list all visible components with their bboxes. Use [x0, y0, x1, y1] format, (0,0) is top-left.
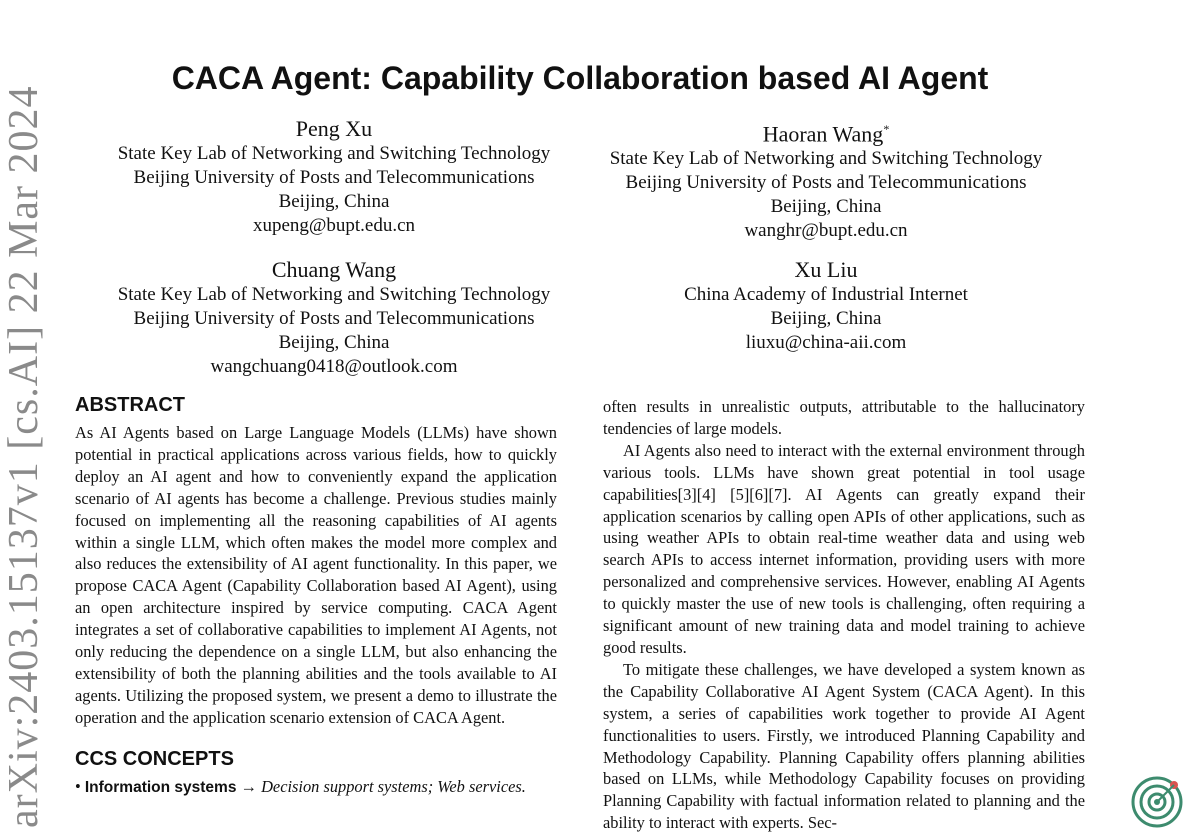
- ccs-concepts-heading: CCS CONCEPTS: [75, 747, 234, 770]
- author-block-2: [588, 116, 1064, 243]
- author-email: liuxu@china-aii.com: [745, 332, 907, 353]
- author-affiliation: Beijing University of Posts and Telecommunications: [133, 167, 535, 188]
- left-column: [75, 392, 557, 799]
- author-affiliation: Beijing, China: [770, 308, 882, 329]
- author-block-4: [588, 257, 1064, 355]
- right-column: [603, 396, 1085, 834]
- author-name: [588, 116, 1064, 147]
- author-name: Peng Xu: [295, 116, 373, 141]
- author-block-1: [96, 116, 572, 238]
- author-block-3: [96, 257, 572, 379]
- intro-paragraph-3: To mitigate these challenges, we have developed a system known as the Capability Collaborative AI Agent System (CACA Agent). In this system, a series of capabilities work together to provide AI Agent functionalities to users. Firstly, we introduced Planning Capability and Methodology Capability. Planning Capability offers planning abilities based on LLMs, while Methodology Capability focuses on providing Planning Capability with factual information related to planning and the ability to interact with experts. Sec-: [603, 659, 1085, 833]
- ccs-concepts: Decision support systems; Web services.: [261, 776, 526, 796]
- arxiv-identifier-stamp: arXiv:2403.15137v1 [cs.AI] 22 Mar 2024: [1, 85, 47, 828]
- author-name-text: Haoran Wang: [762, 121, 884, 147]
- corresponding-author-mark: *: [883, 122, 890, 136]
- author-email: wangchuang0418@outlook.com: [210, 356, 458, 377]
- author-name: Chuang Wang: [271, 257, 397, 282]
- author-affiliation: Beijing, China: [770, 196, 882, 218]
- intro-paragraph-2: AI Agents also need to interact with the external environment through various tools. LLMs have shown great potential in tool usage capabilities[3][4] [5][6][7]. AI Agents can greatly expand their application scenarios by calling open APIs of other applications, such as using weather APIs to obtain real-time weather data and using web search APIs to access internet information, providing users with more personalized and comprehensive services. However, enabling AI Agents to quickly master the use of new tools is challenging, often requiring a significant amount of new training data and model training to achieve good results.: [603, 440, 1085, 657]
- author-affiliation: State Key Lab of Networking and Switching Technology: [117, 284, 551, 305]
- author-affiliation: State Key Lab of Networking and Switching Technology: [609, 148, 1043, 170]
- arrow-icon: →: [240, 776, 257, 796]
- author-name: Xu Liu: [794, 257, 858, 282]
- abstract-text: As AI Agents based on Large Language Models (LLMs) have shown potential in practical applications across various fields, how to quickly deploy an AI agent and how to conveniently expand the application scenario of AI agents has become a challenge. Previous studies mainly focused on implementing all the reasoning capabilities of AI agents within a single LLM, which often makes the model more complex and also reduces the extensibility of AI agent functionality. In this paper, we propose CACA Agent (Capability Collaboration based AI Agent), using an open architecture inspired by service computing. CACA Agent integrates a set of collaborative capabilities to implement AI Agents, not only reducing the dependence on a single LLM, but also enhancing the extensibility of both the planning abilities and the tools available to AI agents. Utilizing the proposed system, we present a demo to illustrate the operation and the application scenario extension of CACA Agent.: [75, 423, 557, 727]
- author-affiliation: Beijing, China: [278, 332, 390, 353]
- paper-title: CACA Agent: Capability Collaboration based AI Agent: [171, 60, 989, 96]
- author-email: wanghr@bupt.edu.cn: [744, 220, 908, 242]
- bullet: •: [75, 776, 81, 796]
- author-affiliation: Beijing University of Posts and Telecommunications: [625, 172, 1027, 194]
- circular-seal-logo-icon: [1130, 775, 1184, 829]
- intro-paragraph-1: often results in unrealistic outputs, attributable to the hallucinatory tendencies of large models.: [603, 397, 1085, 438]
- author-affiliation: Beijing, China: [278, 191, 390, 212]
- author-email: xupeng@bupt.edu.cn: [252, 215, 416, 236]
- author-affiliation: State Key Lab of Networking and Switching Technology: [117, 143, 551, 164]
- ccs-category: Information systems: [84, 778, 237, 796]
- abstract-heading: ABSTRACT: [75, 394, 185, 416]
- ccs-concepts-line: [75, 776, 557, 799]
- author-affiliation: China Academy of Industrial Internet: [684, 284, 968, 305]
- author-affiliation: Beijing University of Posts and Telecommunications: [133, 308, 535, 329]
